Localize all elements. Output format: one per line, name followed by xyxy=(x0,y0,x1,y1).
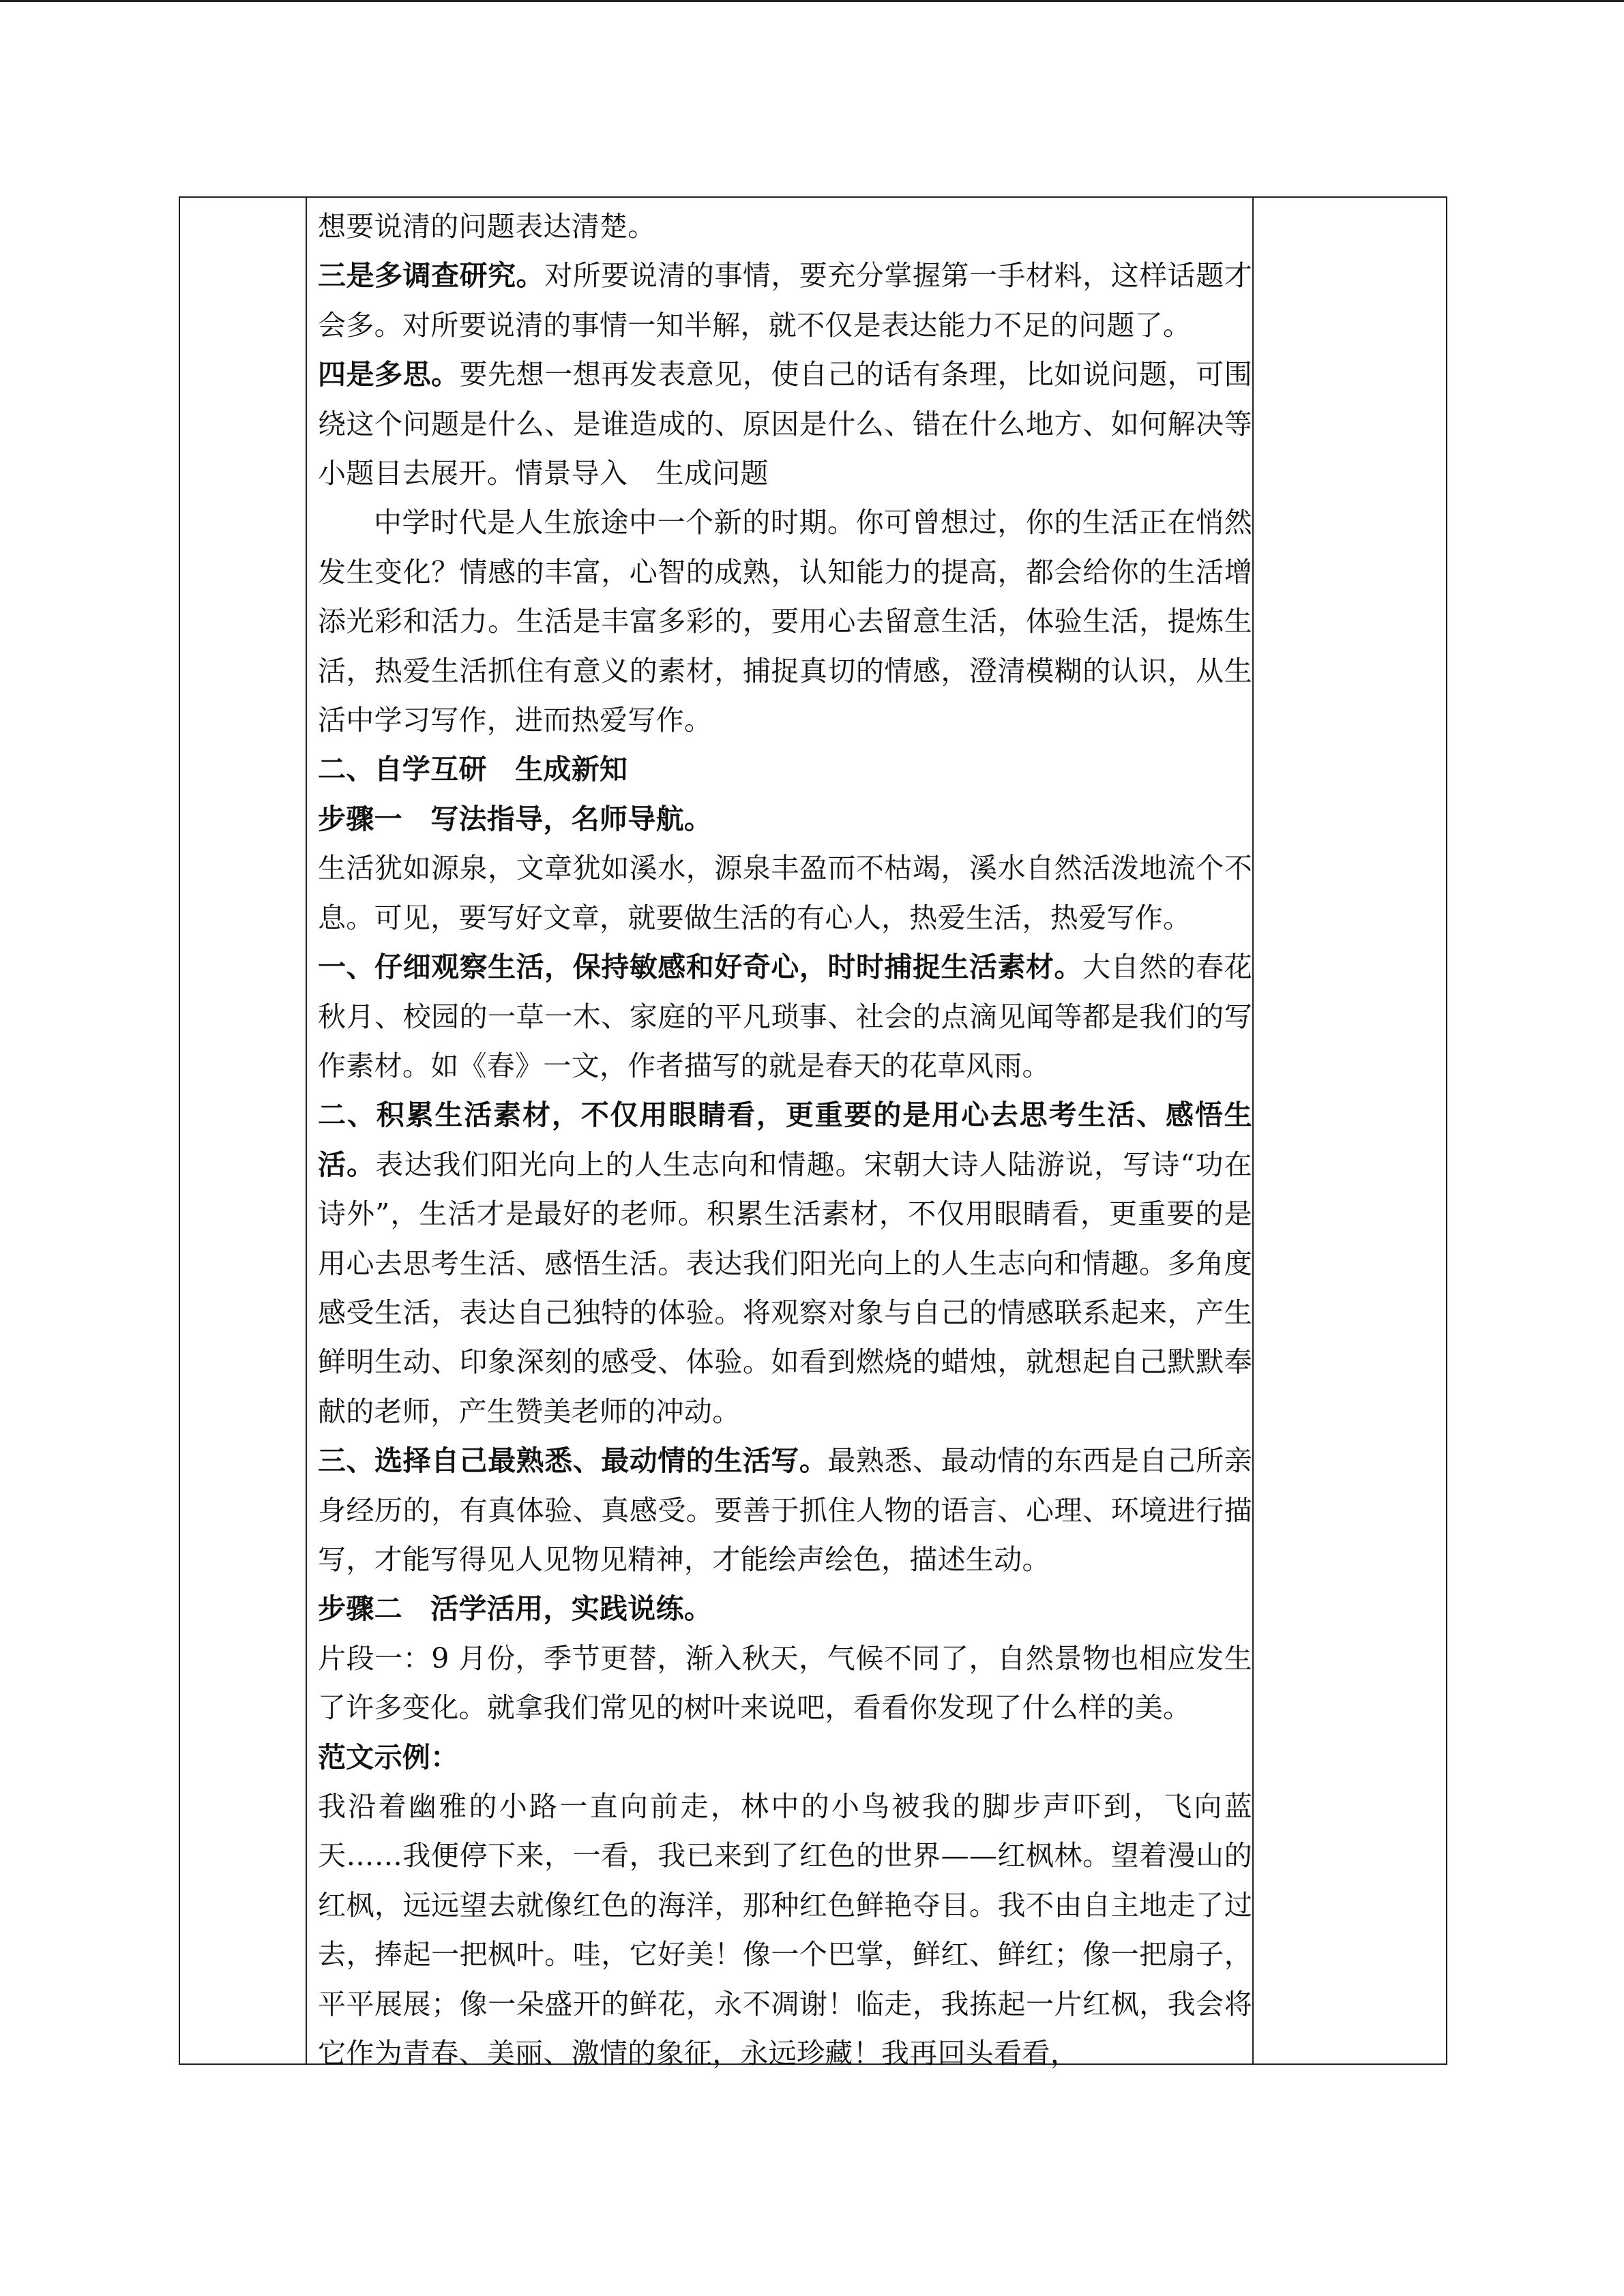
paragraph-1: 想要说清的问题表达清楚。 xyxy=(318,210,656,243)
example-heading: 范文示例： xyxy=(318,1740,459,1774)
paragraph-7: 生活犹如源泉，文章犹如溪水，源泉丰盈而不枯竭，溪水自然活泼地流个不息。可见，要写好文章，就要做生活的有心人，热爱生活，热爱写作。 xyxy=(318,852,1252,934)
paragraph-2: 三是多调查研究。对所要说清的事情，要充分掌握第一手材料，这样话题才会多。对所要说清的事情一知半解，就不仅是表达能力不足的问题了。 xyxy=(318,259,1253,342)
paragraph-3: 四是多思。要先想一想再发表意见，使自己的话有条理，比如说问题，可围绕这个问题是什么、是谁造成的、原因是什么、错在什么地方、如何解决等小题目去展开。情景导入 生成问题 xyxy=(318,358,1252,490)
paragraph-14: 我沿着幽雅的小路一直向前走，林中的小鸟被我的脚步声吓到，飞向蓝天……我便停下来，一看，我已来到了红色的世界——红枫林。望着漫山的红枫，远远望去就像红色的海洋，那种红色鲜艳夺目。我不由自主地走了过去，捧起一把枫叶。哇，它好美！像一个巴掌，鲜红、鲜红；像一把扇子，平平展展；像一朵盛开的鲜花，永不凋谢！临走，我拣起一片红枫，我会将它作为青春、美丽、激情的象征，永远珍藏！我再回头看看， xyxy=(318,1790,1252,2070)
paragraph-10: 三、选择自己最熟悉、最动情的生活写。最熟悉、最动情的东西是自己所亲身经历的，有真体验、真感受。要善于抓住人物的语言、心理、环境进行描写，才能写得见人见物见精神，才能绘声绘色，描述生动。 xyxy=(318,1444,1252,1576)
paragraph-9: 二、积累生活素材，不仅用眼睛看，更重要的是用心去思考生活、感悟生活。表达我们阳光向上的人生志向和情趣。宋朝大诗人陆游说，写诗“功在诗外”，生活才是最好的老师。积累生活素材，不仅用眼睛看，更重要的是用心去思考生活、感悟生活。表达我们阳光向上的人生志向和情趣。多角度感受生活，表达自己独特的体验。将观察对象与自己的情感联系起来，产生鲜明生动、印象深刻的感受、体验。如看到燃烧的蜡烛，就想起自己默默奉献的老师，产生赞美老师的冲动。 xyxy=(318,1099,1252,1428)
paragraph-8: 一、仔细观察生活，保持敏感和好奇心，时时捕捉生活素材。大自然的春花秋月、校园的一草一木、家庭的平凡琐事、社会的点滴见闻等都是我们的写作素材。如《春》一文，作者描写的就是春天的花草风雨。 xyxy=(318,951,1252,1082)
table-content-cell xyxy=(318,202,1252,2078)
column-divider-2 xyxy=(1252,198,1254,2063)
page-top-border xyxy=(0,0,1624,2)
section-heading-2: 二、自学互研 生成新知 xyxy=(318,753,628,786)
column-divider-1 xyxy=(306,198,307,2063)
paragraph-12: 片段一：9 月份，季节更替，渐入秋天，气候不同了，自然景物也相应发生了许多变化。就拿我们常见的树叶来说吧，看看你发现了什么样的美。 xyxy=(318,1641,1252,1725)
step-2-heading: 步骤二 活学活用，实践说练。 xyxy=(318,1592,713,1626)
step-1-heading: 步骤一 写法指导，名师导航。 xyxy=(318,802,713,835)
paragraph-4: 中学时代是人生旅途中一个新的时期。你可曾想过，你的生活正在悄然发生变化？情感的丰富，心智的成熟，认知能力的提高，都会给你的生活增添光彩和活力。生活是丰富多彩的，要用心去留意生活，体验生活，提炼生活，热爱生活抓住有意义的素材，捕捉真切的情感，澄清模糊的认识，从生活中学习写作，进而热爱写作。 xyxy=(318,506,1252,737)
